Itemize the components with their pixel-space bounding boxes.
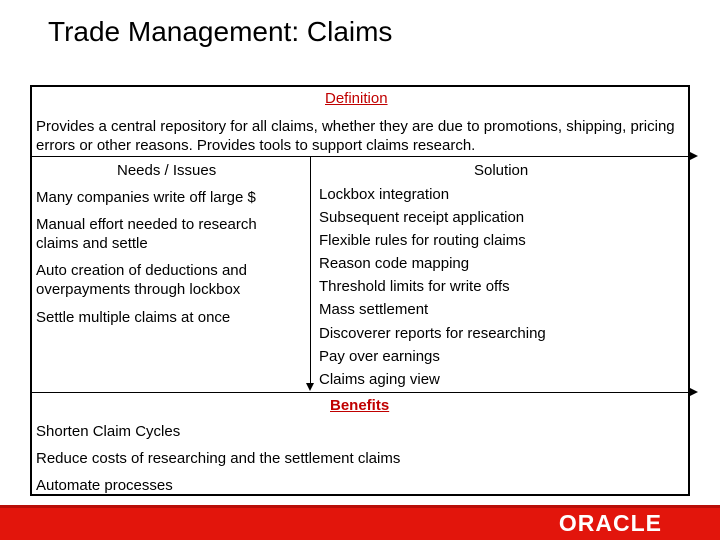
solution-item: Threshold limits for write offs <box>319 278 510 296</box>
benefits-divider-arrow-icon <box>690 388 698 396</box>
benefit-item: Reduce costs of researching and the settlement claims <box>36 450 401 467</box>
solution-heading: Solution <box>474 162 529 179</box>
solution-item: Subsequent receipt application <box>319 209 525 227</box>
definition-heading: Definition <box>325 90 388 107</box>
definition-divider <box>30 156 690 157</box>
solution-item: Reason code mapping <box>319 255 470 273</box>
column-divider <box>310 157 311 383</box>
solution-list <box>319 183 546 391</box>
footer-bar-shadow <box>0 505 720 508</box>
benefits-heading: Benefits <box>330 397 390 414</box>
needs-item: Settle multiple claims at once <box>36 309 231 326</box>
solution-item: Claims aging view <box>319 370 440 388</box>
benefit-item: Automate processes <box>36 477 173 494</box>
needs-heading: Needs / Issues <box>117 162 217 179</box>
solution-item: Lockbox integration <box>319 186 450 203</box>
column-divider-arrow-icon <box>306 383 314 391</box>
solution-item: Mass settlement <box>319 301 429 319</box>
slide-title: Trade Management: Claims <box>48 16 393 47</box>
divider-arrow-icon <box>690 152 698 160</box>
needs-item: Many companies write off large $ <box>36 189 256 206</box>
solution-item: Discoverer reports for researching <box>319 324 546 342</box>
needs-item: Auto creation of deductions and overpayments through lockbox <box>36 262 247 298</box>
benefit-item: Shorten Claim Cycles <box>36 423 181 440</box>
solution-item: Flexible rules for routing claims <box>319 232 526 250</box>
oracle-logo: ORACLE <box>558 510 662 536</box>
benefits-divider <box>30 392 690 393</box>
definition-text: Provides a central repository for all claims, whether they are due to promotions, shipping, pricing errors or other reasons. Provides tools to support claims research. <box>36 118 675 154</box>
solution-item: Pay over earnings <box>319 347 440 365</box>
needs-item: Manual effort needed to research claims and settle <box>36 216 257 252</box>
